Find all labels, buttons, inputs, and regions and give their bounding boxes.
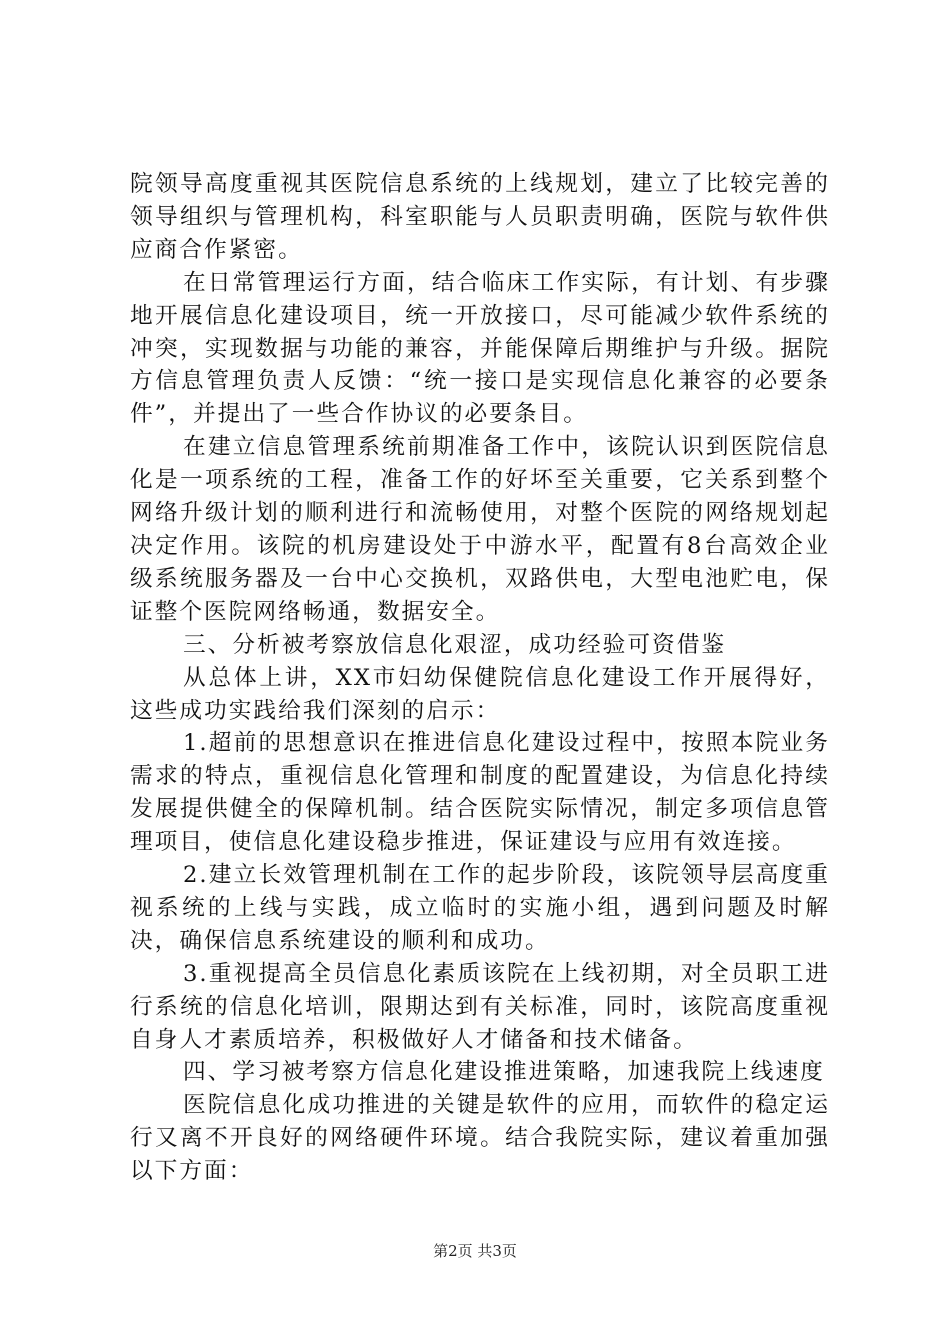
paragraph-3: 在建立信息管理系统前期准备工作中，该院认识到医院信息化是一项系统的工程，准备工作的好坏至关重要，它关系到整个网络升级计划的顺利进行和流畅使用，对整个医院的网络规划起决定作用。该院的机房建设处于中游水平，配置有8台高效企业级系统服务器及一台中心交换机，双路供电，大型电池贮电，保证整个医院网络畅通，数据安全。	[130, 434, 830, 625]
document-body	[130, 168, 830, 1188]
list-item-1: 1.超前的思想意识在推进信息化建设过程中，按照本院业务需求的特点，重视信息化管理和制度的配置建设，为信息化持续发展提供健全的保障机制。结合医院实际情况，制定多项信息管理项目，使信息化建设稳步推进，保证建设与应用有效连接。	[130, 730, 830, 856]
paragraph-5: 医院信息化成功推进的关键是软件的应用，而软件的稳定运行又离不开良好的网络硬件环境。结合我院实际，建议着重加强以下方面：	[130, 1092, 830, 1185]
section-heading-3: 三、分析被考察放信息化艰涩，成功经验可资借鉴	[183, 631, 727, 658]
section-heading-4: 四、学习被考察方信息化建设推进策略，加速我院上线速度	[183, 1059, 825, 1086]
paragraph-2: 在日常管理运行方面，结合临床工作实际，有计划、有步骤地开展信息化建设项目，统一开放接口，尽可能减少软件系统的冲突，实现数据与功能的兼容，并能保障后期维护与升级。据院方信息管理负责人反馈：“统一接口是实现信息化兼容的必要条件”，并提出了一些合作协议的必要条目。	[130, 269, 830, 428]
paragraph-1: 院领导高度重视其医院信息系统的上线规划，建立了比较完善的领导组织与管理机构，科室职能与人员职责明确，医院与软件供应商合作紧密。	[130, 171, 830, 263]
list-item-3: 3.重视提高全员信息化素质该院在上线初期，对全员职工进行系统的信息化培训，限期达到有关标准，同时，该院高度重视自身人才素质培养，积极做好人才储备和技术储备。	[130, 960, 830, 1053]
page-number-footer: 第2页 共3页	[433, 1242, 517, 1260]
list-item-2: 2.建立长效管理机制在工作的起步阶段，该院领导层高度重视系统的上线与实践，成立临时的实施小组，遇到问题及时解决，确保信息系统建设的顺利和成功。	[130, 862, 830, 954]
paragraph-4: 从总体上讲，XX市妇幼保健院信息化建设工作开展得好，这些成功实践给我们深刻的启示：	[130, 664, 830, 724]
